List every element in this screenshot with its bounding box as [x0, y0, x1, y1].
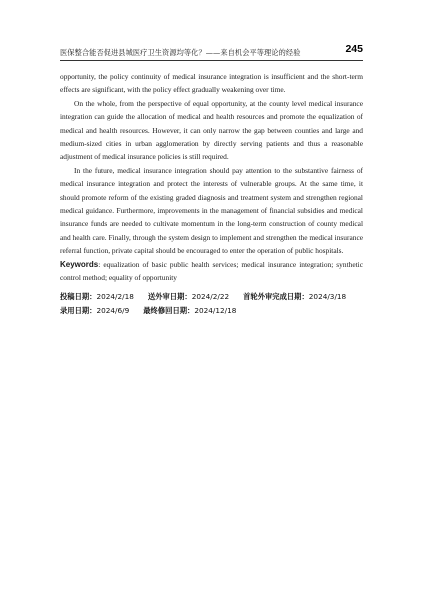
keywords-text: : equalization of basic public health services; medical insurance integration; synthetic control method; equality of opportunity [60, 259, 363, 283]
paragraph-continuation: opportunity, the policy continuity of medical insurance integration is insufficient and the short-term effects are significant, with the policy effect gradually weakening over time. [60, 72, 363, 95]
sent-review-date: 2024/2/22 [191, 292, 230, 301]
publication-dates [60, 290, 363, 318]
header-rule [60, 60, 363, 61]
submitted-date: 2024/2/18 [96, 292, 134, 301]
final-revision-date: 2024/12/18 [194, 306, 237, 315]
first-review-done-label: 首轮外审完成日期： [243, 292, 309, 301]
keywords-line [60, 258, 363, 285]
keywords-label: Keywords [60, 259, 99, 269]
running-header [60, 43, 363, 59]
paragraph-conclusion: On the whole, from the perspective of equal opportunity, at the county level medical insurance integration can guide the allocation of medical and health resources and promote the equalization of medical and health resources. However, it can only narrow the gap between counties and large and medium-sized cities in urban agglomeration by directly serving patients and thus a reasonable adjustment of medical insurance policies is still required. [60, 98, 363, 162]
page-number: 245 [345, 43, 363, 55]
running-title: 医保整合能否促进县城医疗卫生资源均等化？——来自机会平等理论的经验 [60, 48, 301, 57]
dates-row-1 [60, 290, 363, 304]
dates-row-2 [60, 304, 363, 318]
first-review-done-date: 2024/3/18 [308, 292, 347, 301]
sent-review-label: 送外审日期： [147, 292, 192, 301]
paragraph-future: In the future, medical insurance integration should pay attention to the substantive fairness of medical insurance integration and protect the interests of vulnerable groups. At the same time, it should promote reform of the existing graded diagnosis and treatment system and strengthen regional medical guidance. Furthermore, improvements in the management of financial subsidies and medical insurance funds are needed to cultivate momentum in the long-term construction of county medical and health care. Finally, through the system design to implement and strengthen the medical insurance referral function, private capital should be encouraged to enter the operation of public hospitals. [60, 165, 363, 256]
accepted-label: 录用日期： [60, 306, 97, 315]
submitted-label: 投稿日期： [60, 292, 97, 301]
accepted-date: 2024/6/9 [96, 306, 130, 315]
final-revision-label: 最终修回日期： [143, 306, 195, 315]
abstract-body [60, 70, 363, 285]
